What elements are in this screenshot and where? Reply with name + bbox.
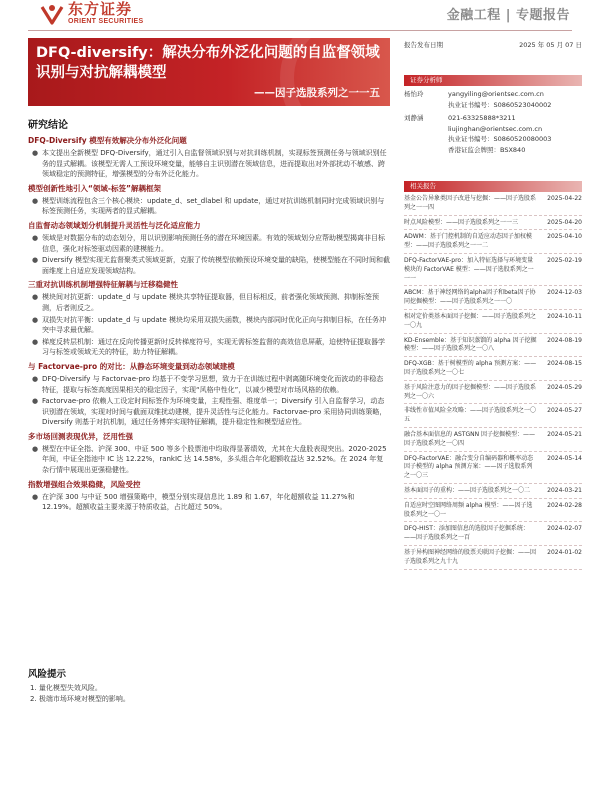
related-report-title[interactable]: 时点风险模型：——因子选股系列之一一三 — [404, 218, 519, 226]
related-report-date: 2025-04-22 — [547, 195, 582, 202]
related-report-item[interactable] — [404, 452, 582, 484]
summary-heading: 研究结论 — [28, 120, 68, 131]
bullet-item: ● 领域是对数据分布的动态划分，用以识别影响预测任务的潜在环境因素。有效的领域划分应帮助模型揭离非目标信息，强化对标签驱动因素的建模能力。 — [28, 233, 390, 254]
logo-mark-icon — [40, 3, 64, 25]
related-report-title[interactable]: 融合基本面信息的 ASTGNN 因子挖掘模型：——因子选股系列之一〇四 — [404, 430, 536, 447]
related-report-date: 2024-02-28 — [547, 501, 582, 509]
related-report-date: 2024-03-21 — [547, 486, 582, 494]
related-report-date: 2024-05-14 — [547, 454, 582, 462]
publish-date-label: 报告发布日期 — [404, 41, 443, 49]
title-banner — [28, 38, 390, 106]
related-reports-list — [404, 192, 582, 570]
bullet-item: ● 模型训练流程包含三个核心模块：update_d、set_dlabel 和 update，通过对抗训练机制同时完成领域识别与标签预测任务，实现两者的显式解耦。 — [28, 196, 390, 217]
related-report-item[interactable] — [404, 334, 582, 358]
related-report-title[interactable]: 非线性市值风险全攻略：——因子选股系列之一〇五 — [404, 407, 537, 424]
related-report-item[interactable] — [404, 310, 582, 334]
logo-chinese-name: 东方证券 — [68, 0, 133, 18]
section-title: 指数增强组合效果稳健，风险受控 — [28, 479, 141, 489]
related-report-date: 2024-05-27 — [547, 407, 582, 415]
bullet-item: ● Factorvae-pro 依赖人工设定时间标签作为环境变量，主观性强、维度单一；Diversify 引入自监督学习，动态识别潜在领域，实现对时间与截面双维扰动建模，提升灵活性与泛化能力。Factorvae-pro 采用协同训练策略，Diversify 则基于对抗机制，通过任务博弈实现特征解耦，提升稳定性和模型适应性。 — [28, 396, 390, 428]
logo-english-name: ORIENT SECURITIES — [68, 18, 144, 25]
bullet-text: 模块间对抗更新：update_d 与 update 模块共享特征提取器，但目标相反，前者强化领域预测、抑制标签预测，后者则反之。 — [42, 293, 379, 312]
related-report-item[interactable] — [404, 484, 582, 499]
risk-item: 2. 极端市场环境对模型的影响。 — [30, 695, 130, 703]
related-report-item[interactable] — [404, 286, 582, 310]
section-title: 多市场回测表现优异，泛用性强 — [28, 431, 133, 441]
analyst-phone: 021-63325888*3211 — [448, 114, 516, 122]
bullet-item: ● 模块间对抗更新：update_d 与 update 模块共享特征提取器，但目标相反，前者强化领域预测、抑制标签预测，后者则反之。 — [28, 292, 390, 313]
bullet-text: 本文提出全新模型 DFQ-Diversify，通过引入自监督领域识别与对抗训练机制，实现标签预测任务与领域识别任务的显式解耦。该模型无需人工预设环境变量，能够自主识别潜在领域信息，进而提取出对外部扰动不敏感、跨领域稳定的预测特征，增强模型的分布外泛化能力。 — [42, 149, 387, 179]
bullet-text: Factorvae-pro 依赖人工设定时间标签作为环境变量，主观性强、维度单一；Diversify 引入自监督学习，动态识别潜在领域，实现对时间与截面双维扰动建模，提升灵活性与泛化能力。Factorvae-pro 采用协同训练策略，Diversify 则基于对抗机制，通过任务博弈实现特征解耦，提升稳定性和模型适应性。 — [42, 397, 387, 427]
analyst-email: liujinghan@orientsec.com.cn — [448, 124, 543, 133]
bullet-item: ● 模型在中证全指、沪深 300、中证 500 等多个股票池中均取得显著绩效，尤其在大盘股表现突出。2020-2025 年间，中证全指池中 IC 达 12.22%，rankIC 达 14.58%，多头组合年化超额收益达 32.52%。在 2024 年复杂行情中展现出更强稳健性。 — [28, 444, 390, 476]
section-title: DFQ-Diversify 模型有效解决分布外泛化问题 — [28, 136, 187, 145]
analyst-name: 刘静涵 — [404, 114, 424, 122]
related-report-item[interactable] — [404, 381, 582, 405]
related-report-date: 2024-10-11 — [547, 312, 582, 320]
bullet-item: ● 在沪深 300 与中证 500 增强策略中，模型分别实现信息比 1.89 和 1.67，年化超额收益 11.27%和 12.19%。超额收益主要来源于特质收益，占比超过 50%。 — [28, 492, 390, 513]
related-report-date: 2025-04-10 — [547, 233, 582, 241]
risk-warning — [28, 666, 390, 705]
bullet-text: 领域是对数据分布的动态划分，用以识别影响预测任务的潜在环境因素。有效的领域划分应帮助模型揭离非目标信息，强化对标签驱动因素的建模能力。 — [42, 233, 385, 253]
bullet-item: ● Diversify 模型实现无监督聚类式领域更新，克服了传统模型依赖预设环境变量的缺陷，使模型能在不同时间和截面维度上自适应发现领域结构。 — [32, 256, 390, 275]
related-report-title[interactable]: ABCM：基于神经网络的alpha因子和beta因子协同挖掘模型：——因子选股系列之一一〇 — [404, 289, 536, 306]
related-report-item[interactable] — [404, 546, 582, 570]
report-type-label: 金融工程 | 专题报告 — [446, 8, 570, 23]
publish-date-row — [404, 40, 582, 49]
related-report-item[interactable] — [404, 428, 582, 452]
related-report-title[interactable]: ADWM：基于门控机制的自适应动态因子加权模型：——因子选股系列之一一二 — [404, 233, 532, 250]
related-report-date: 2024-12-03 — [547, 289, 582, 297]
research-summary — [28, 116, 390, 514]
report-title: DFQ-diversify：解决分布外泛化问题的自监督领域识别与对抗解耦模型 — [36, 45, 380, 81]
page-header — [0, 0, 600, 36]
section-title: 模型创新性地引入“领域-标签”解耦框架 — [28, 183, 161, 193]
related-report-date: 2024-02-07 — [547, 525, 582, 533]
bullet-text: Diversify 模型实现无监督聚类式领域更新，克服了传统模型依赖预设环境变量的缺陷，使模型能在不同时间和截面维度上自适应发现领域结构。 — [42, 256, 390, 275]
bullet-text: DFQ-Diversify 与 Factorvae-pro 均基于不变学习思想，致力于在训练过程中剥离随环境变化而波动的非稳态特征，提取与标签高度因果相关的稳定因子，实现“风格中性化”，以减少模型对市场风格的依赖。 — [42, 374, 384, 394]
related-report-title[interactable]: 基于风险注意力的因子挖掘模型：——因子选股系列之一〇六 — [404, 383, 537, 400]
analysts-heading: 证券分析师 — [404, 75, 582, 86]
analyst-hk-license: 香港证监会牌照：BSX840 — [448, 145, 526, 154]
bullet-text: 双损失对抗平衡：update_d 与 update 模块均采用双损失函数，模块内部同时优化正向与抑制目标，在任务冲突中寻求最优解。 — [42, 315, 386, 335]
bullet-text: 梯度反转层机制：通过在反向传播更新时反转梯度符号，实现无需标签监督的高效信息屏蔽，迫使特征提取器学习与标签或领域无关的特征，助力特征解耦。 — [42, 337, 385, 357]
related-report-item[interactable] — [404, 192, 582, 216]
related-report-item[interactable] — [404, 357, 582, 381]
analyst-email: yangyiling@orientsec.com.cn — [448, 90, 544, 98]
bullet-text: 在沪深 300 与中证 500 增强策略中，模型分别实现信息比 1.89 和 1.67，年化超额收益 11.27%和 12.19%。超额收益主要来源于特质收益，占比超过 50%。 — [42, 492, 355, 512]
related-report-title[interactable]: KD-Ensemble：基于知识蒸馏的 alpha 因子挖掘模型：——因子选股系列之一〇八 — [404, 336, 537, 353]
related-report-date: 2024-05-29 — [547, 383, 582, 391]
analyst-license: 执业证书编号：S0860523040002 — [448, 100, 552, 109]
related-report-date: 2024-08-19 — [547, 336, 582, 344]
related-report-item[interactable] — [404, 522, 582, 546]
related-report-title[interactable]: DFQ-FactorVAE：融合变分自编码器和概率动态因子模型的 alpha 预测方案：——因子选股系列之一〇三 — [404, 454, 534, 480]
analyst-entry — [404, 113, 582, 155]
related-report-title[interactable]: 基金公告异象类因子改进与挖掘：——因子选股系列之一一四 — [404, 195, 537, 211]
related-reports-heading: 相关报告 — [404, 181, 582, 192]
related-report-title[interactable]: 基本面因子的重构：——因子选股系列之一〇二 — [404, 486, 531, 494]
risk-heading: 风险提示 — [28, 669, 67, 680]
related-report-date: 2024-05-21 — [547, 430, 582, 438]
section-title: 与 Factorvae-pro 的对比：从静态环境变量到动态领域建模 — [28, 361, 235, 371]
analyst-entry — [404, 89, 582, 110]
sidebar — [404, 38, 582, 570]
bullet-item: ● 本文提出全新模型 DFQ-Diversify，通过引入自监督领域识别与对抗训练机制，实现标签预测任务与领域识别任务的显式解耦。该模型无需人工预设环境变量，能够自主识别潜在领域信息，进而提取出对外部扰动不敏感、跨领域稳定的预测特征，增强模型的分布外泛化能力。 — [28, 148, 390, 180]
related-report-title[interactable]: 相对定价类基本面因子挖掘：——因子选股系列之一〇九 — [404, 312, 537, 329]
bullet-item: ● DFQ-Diversify 与 Factorvae-pro 均基于不变学习思想，致力于在训练过程中剥离随环境变化而波动的非稳态特征，提取与标签高度因果相关的稳定因子，实现“风格中性化”，以减少模型对市场风格的依赖。 — [28, 374, 390, 395]
section-title: 自监督动态领域划分机制提升灵活性与泛化适应能力 — [28, 220, 201, 230]
header-divider — [28, 30, 572, 31]
bullet-text: 模型在中证全指、沪深 300、中证 500 等多个股票池中均取得显著绩效，尤其在大盘股表现突出。2020-2025 年间，中证全指池中 IC 达 12.22%，rankIC 达 14.58%，多头组合年化超额收益达 32.52%。在 2024 年复杂行情中展现出更强稳健性。 — [42, 444, 387, 475]
related-report-date: 2025-04-20 — [547, 218, 582, 226]
related-report-date: 2025-02-19 — [547, 256, 582, 264]
bullet-item: ● 双损失对抗平衡：update_d 与 update 模块均采用双损失函数，模块内部同时优化正向与抑制目标，在任务冲突中寻求最优解。 — [28, 315, 390, 336]
related-report-item[interactable] — [404, 216, 582, 231]
bullet-item: ● 梯度反转层机制：通过在反向传播更新时反转梯度符号，实现无需标签监督的高效信息屏蔽，迫使特征提取器学习与标签或领域无关的特征，助力特征解耦。 — [28, 337, 390, 358]
related-report-item[interactable] — [404, 254, 582, 286]
related-report-title[interactable]: DFQ-FactorVAE-pro：加入特征选择与环境变量模块的 FactorVAE 模型：——因子选股系列之一一一 — [404, 256, 534, 282]
bullet-text: 模型训练流程包含三个核心模块：update_d、set_dlabel 和 update，通过对抗训练机制同时完成领域识别与标签预测任务，实现两者的显式解耦。 — [42, 196, 385, 216]
analyst-license: 执业证书编号：S0860520080003 — [448, 135, 552, 143]
section-title: 三重对抗训练机制增强特征解耦与迁移稳健性 — [28, 280, 178, 290]
related-report-title[interactable]: 自适应时空图网络周频 alpha 模型：——因子选股系列之一〇一 — [404, 501, 533, 518]
related-report-title[interactable]: DFQ-XGB：基于树模型的 alpha 预测方案：——因子选股系列之一〇七 — [404, 360, 537, 376]
risk-item: 1. 量化模型失效风险。 — [30, 684, 102, 692]
related-report-item[interactable] — [404, 230, 582, 254]
analyst-name: 杨怡玲 — [404, 90, 424, 98]
report-series: ——因子选股系列之一一五 — [254, 87, 380, 99]
related-report-title[interactable]: DFQ-HIST：添加图信息的选股因子挖掘系统：——因子选股系列之一百 — [404, 525, 529, 542]
related-report-title[interactable]: 基于异构图神经网络的股票关联因子挖掘：——因子选股系列之九十九 — [404, 548, 537, 565]
related-report-date: 2024-01-02 — [547, 548, 582, 556]
company-logo — [40, 2, 144, 26]
related-report-date: 2024-08-15 — [547, 360, 582, 368]
related-report-item[interactable] — [404, 499, 582, 523]
related-report-item[interactable] — [404, 404, 582, 428]
publish-date-value: 2025 年 05 月 07 日 — [519, 41, 582, 49]
